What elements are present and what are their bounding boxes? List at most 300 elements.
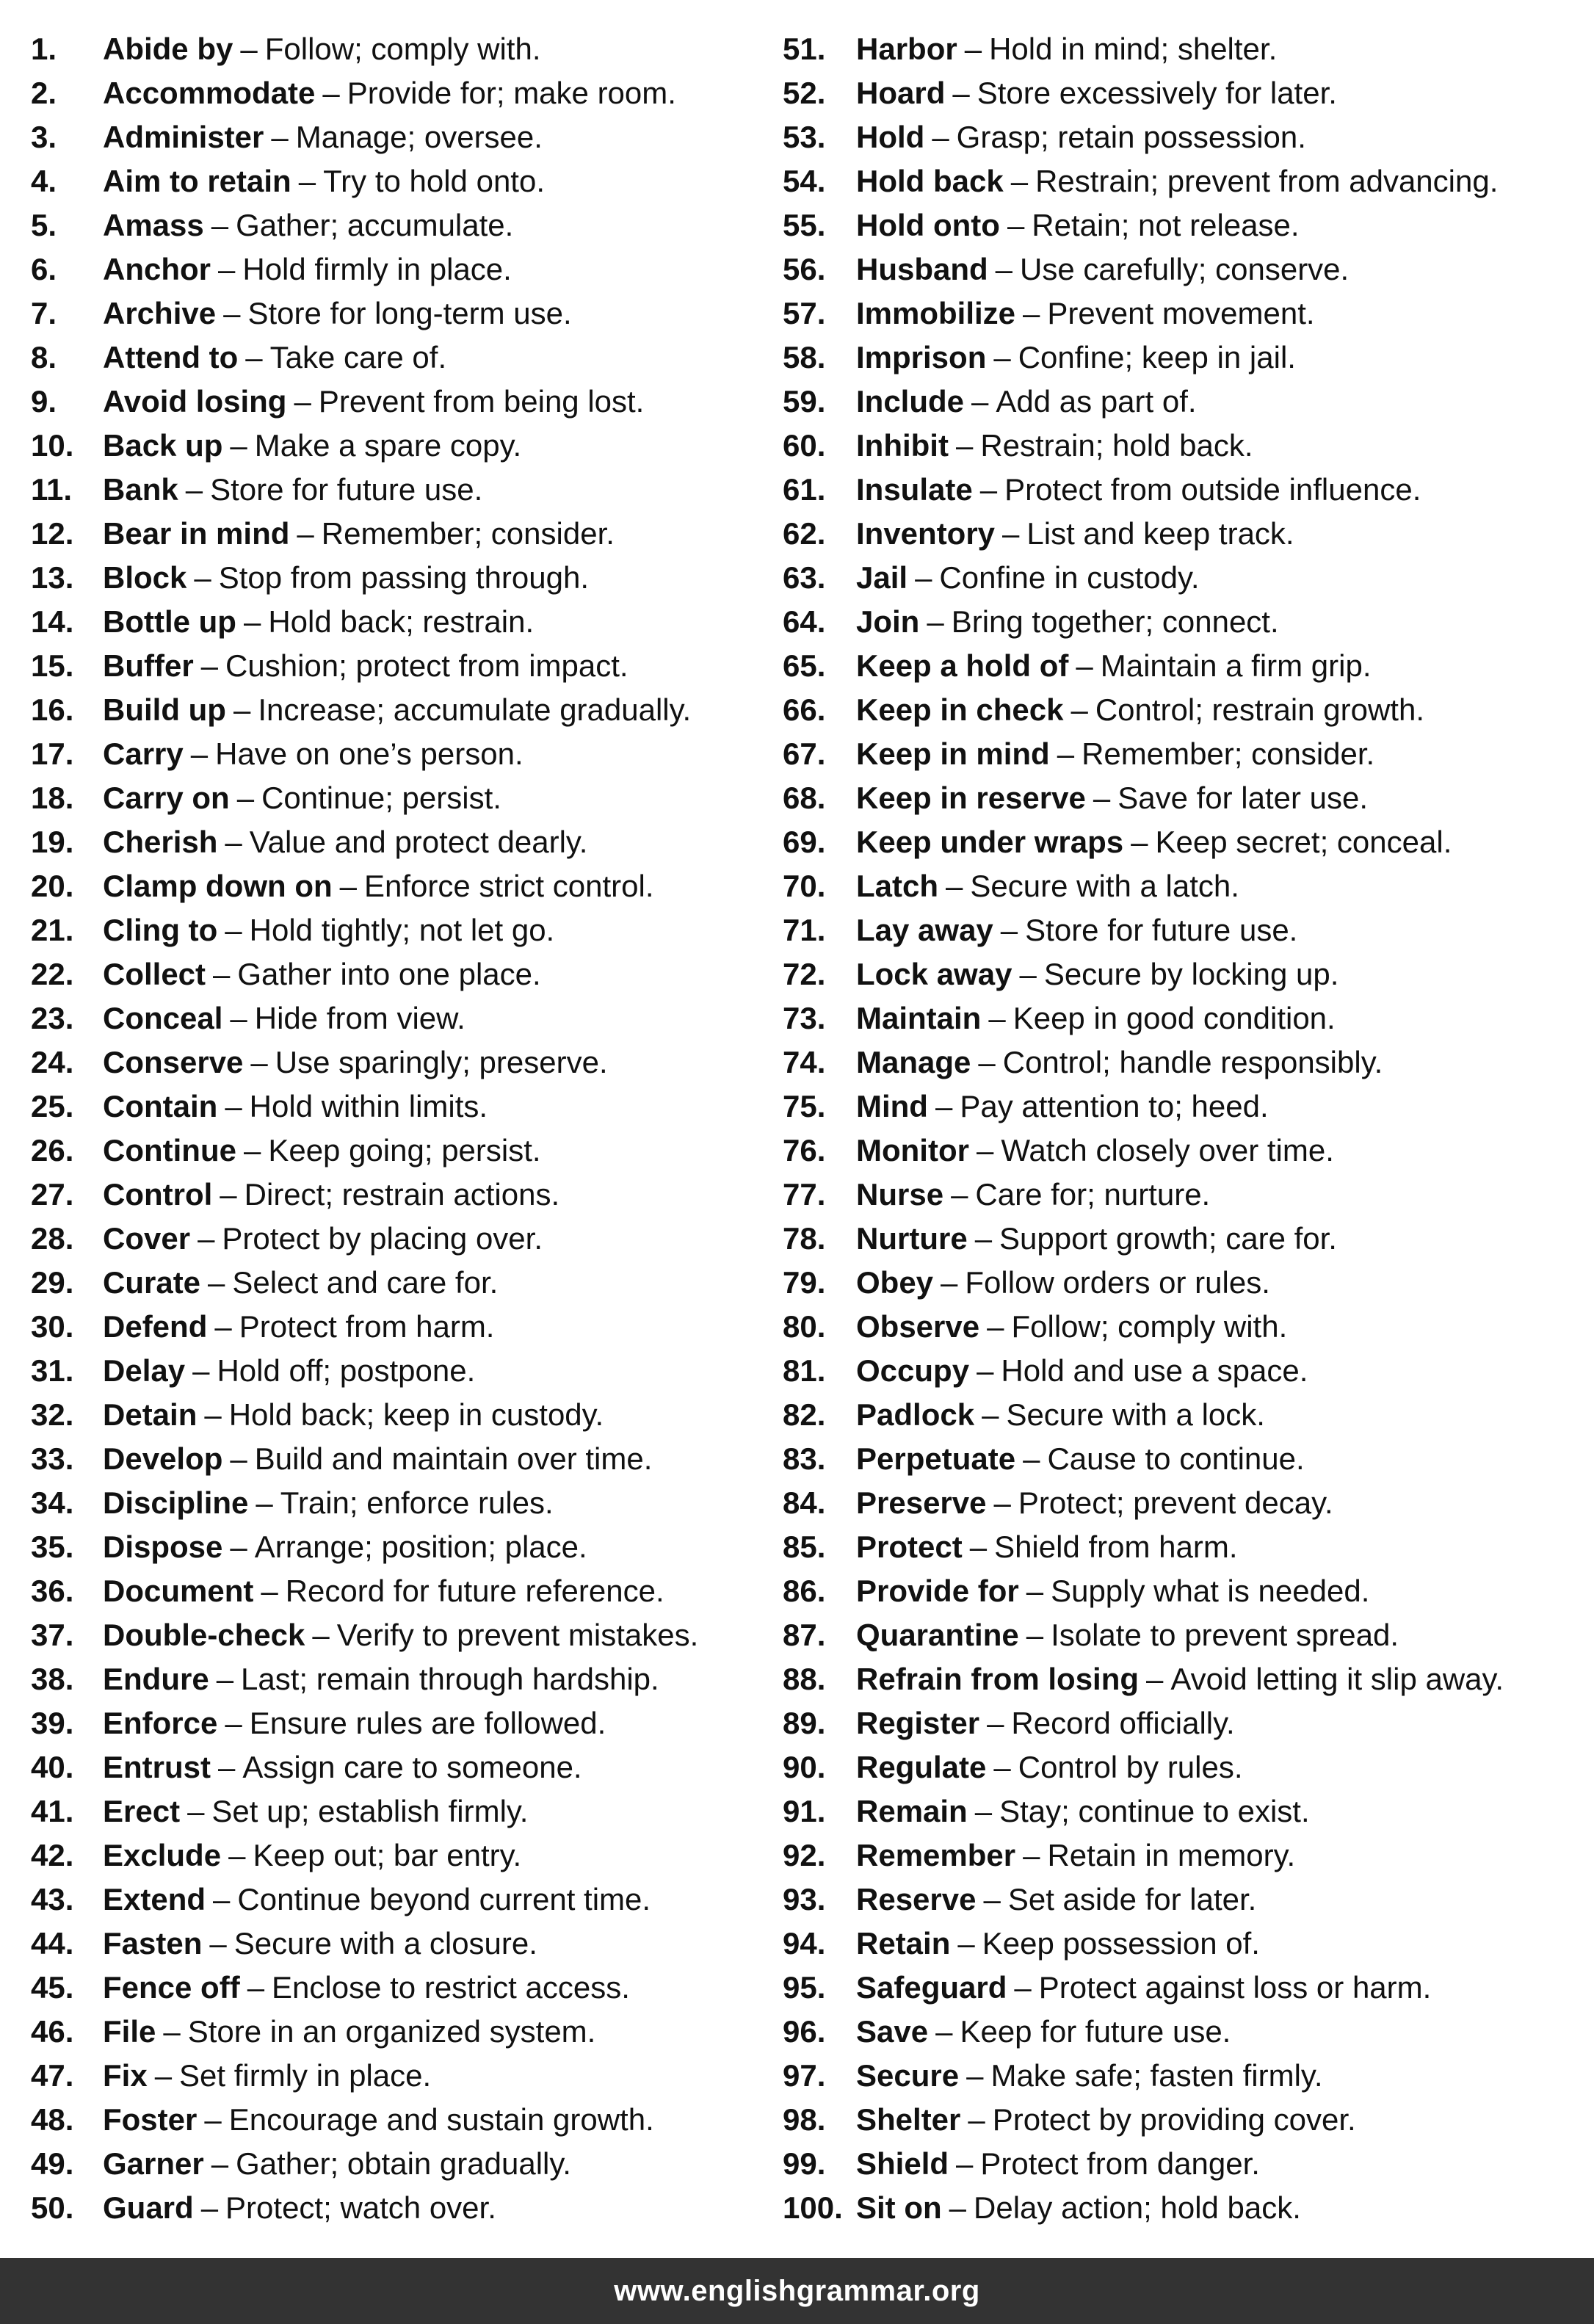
list-item	[783, 2098, 1583, 2142]
dash-separator: –	[971, 384, 989, 419]
item-term: Preserve	[856, 1485, 987, 1520]
dash-separator: –	[245, 340, 263, 374]
dash-separator: –	[952, 76, 970, 110]
dash-separator: –	[949, 2190, 967, 2225]
item-definition: Protect by providing cover.	[992, 2102, 1356, 2137]
item-number: 40.	[31, 1750, 74, 1784]
item-term: Contain	[103, 1089, 218, 1123]
item-definition: Secure with a lock.	[1006, 1397, 1265, 1432]
list-item	[31, 2186, 772, 2230]
item-number: 80.	[783, 1309, 826, 1344]
dash-separator: –	[204, 2102, 222, 2137]
item-term: Immobilize	[856, 296, 1016, 330]
item-term: Quarantine	[856, 1618, 1019, 1652]
list-item	[31, 732, 772, 776]
item-definition: Protect; prevent decay.	[1018, 1485, 1333, 1520]
item-definition: Store for future use.	[1025, 913, 1298, 947]
item-definition: Store for long-term use.	[247, 296, 572, 330]
item-number: 35.	[31, 1530, 74, 1564]
list-item	[31, 247, 772, 292]
item-definition: Stop from passing through.	[218, 560, 590, 595]
item-definition: Watch closely over time.	[1001, 1133, 1334, 1168]
dash-separator: –	[339, 869, 358, 903]
dash-separator: –	[200, 648, 219, 683]
item-term: Curate	[103, 1265, 201, 1300]
dash-separator: –	[204, 1397, 222, 1432]
item-definition: Shield from harm.	[994, 1530, 1238, 1564]
item-number: 32.	[31, 1397, 74, 1432]
list-item	[31, 380, 772, 424]
item-definition: Control; restrain growth.	[1095, 692, 1425, 727]
item-term: Perpetuate	[856, 1441, 1016, 1476]
item-number: 37.	[31, 1618, 74, 1652]
item-term: Hoard	[856, 76, 946, 110]
item-definition: Hide from view.	[254, 1001, 465, 1035]
list-item	[31, 1481, 772, 1525]
dash-separator: –	[1007, 208, 1025, 242]
item-definition: Gather into one place.	[237, 957, 541, 991]
item-number: 53.	[783, 120, 826, 154]
dash-separator: –	[993, 1485, 1011, 1520]
item-definition: Record for future reference.	[285, 1574, 664, 1608]
item-definition: Ensure rules are followed.	[249, 1706, 606, 1740]
item-term: Collect	[103, 957, 206, 991]
item-definition: Enforce strict control.	[364, 869, 654, 903]
item-term: Occupy	[856, 1353, 970, 1388]
item-definition: Delay action; hold back.	[974, 2190, 1301, 2225]
list-item	[31, 1349, 772, 1393]
item-term: Document	[103, 1574, 254, 1608]
item-term: Manage	[856, 1045, 971, 1079]
dash-separator: –	[228, 1838, 246, 1872]
list-item	[783, 1745, 1583, 1789]
dash-separator: –	[956, 2146, 974, 2181]
item-number: 34.	[31, 1485, 74, 1520]
list-item	[31, 1701, 772, 1745]
dash-separator: –	[200, 2190, 219, 2225]
item-number: 84.	[783, 1485, 826, 1520]
dash-separator: –	[198, 1221, 215, 1256]
list-item	[31, 1789, 772, 1834]
item-number: 82.	[783, 1397, 826, 1432]
list-item	[783, 644, 1583, 688]
list-item	[31, 27, 772, 71]
item-number: 87.	[783, 1618, 826, 1652]
item-number: 38.	[31, 1662, 74, 1696]
item-number: 23.	[31, 1001, 74, 1035]
dash-separator: –	[946, 869, 963, 903]
item-number: 78.	[783, 1221, 826, 1256]
item-definition: Keep possession of.	[982, 1926, 1260, 1961]
list-item	[31, 1085, 772, 1129]
item-term: Block	[103, 560, 187, 595]
item-term: Develop	[103, 1441, 223, 1476]
item-definition: Control by rules.	[1018, 1750, 1243, 1784]
list-item	[783, 1789, 1583, 1834]
item-number: 93.	[783, 1882, 826, 1916]
item-number: 97.	[783, 2058, 826, 2093]
dash-separator: –	[1023, 296, 1040, 330]
dash-separator: –	[208, 1265, 225, 1300]
item-definition: Supply what is needed.	[1051, 1574, 1370, 1608]
item-number: 47.	[31, 2058, 74, 2093]
item-definition: Set up; establish firmly.	[211, 1794, 529, 1828]
item-number: 9.	[31, 384, 57, 419]
item-definition: Secure with a closure.	[233, 1926, 537, 1961]
list-item	[783, 1525, 1583, 1569]
footer-bar	[0, 2258, 1594, 2324]
item-number: 31.	[31, 1353, 74, 1388]
list-item	[31, 2142, 772, 2186]
item-number: 62.	[783, 516, 826, 551]
list-item	[31, 1966, 772, 2010]
dash-separator: –	[1019, 957, 1037, 991]
item-definition: Prevent from being lost.	[318, 384, 645, 419]
list-item	[783, 1569, 1583, 1613]
list-item	[31, 203, 772, 247]
dash-separator: –	[298, 164, 316, 198]
item-definition: Hold in mind; shelter.	[989, 32, 1278, 66]
item-term: Remain	[856, 1794, 968, 1828]
item-number: 96.	[783, 2014, 826, 2049]
item-number: 28.	[31, 1221, 74, 1256]
item-term: Register	[856, 1706, 980, 1740]
dash-separator: –	[951, 1177, 968, 1212]
item-definition: Take care of.	[269, 340, 447, 374]
item-term: Protect	[856, 1530, 963, 1564]
list-item	[783, 864, 1583, 908]
item-term: Extend	[103, 1882, 206, 1916]
item-term: Aim to retain	[103, 164, 291, 198]
dash-separator: –	[256, 1485, 273, 1520]
dash-separator: –	[271, 120, 289, 154]
item-number: 29.	[31, 1265, 74, 1300]
item-number: 58.	[783, 340, 826, 374]
list-item	[31, 1173, 772, 1217]
item-number: 46.	[31, 2014, 74, 2049]
item-number: 54.	[783, 164, 826, 198]
item-number: 51.	[783, 32, 826, 66]
item-definition: Set firmly in place.	[179, 2058, 432, 2093]
item-term: Anchor	[103, 252, 211, 286]
dash-separator: –	[1057, 736, 1075, 771]
item-definition: Cause to continue.	[1047, 1441, 1305, 1476]
list-item	[31, 159, 772, 203]
item-number: 61.	[783, 472, 826, 507]
list-item	[783, 380, 1583, 424]
list-item	[783, 688, 1583, 732]
item-term: Cover	[103, 1221, 191, 1256]
item-definition: Gather; obtain gradually.	[236, 2146, 571, 2181]
item-number: 75.	[783, 1089, 826, 1123]
list-item	[31, 1305, 772, 1349]
dash-separator: –	[982, 1397, 999, 1432]
list-item	[31, 1129, 772, 1173]
item-definition: Have on one’s person.	[215, 736, 524, 771]
item-number: 67.	[783, 736, 826, 771]
item-number: 83.	[783, 1441, 826, 1476]
dash-separator: –	[969, 1530, 988, 1564]
list-item	[783, 1834, 1583, 1878]
item-definition: Direct; restrain actions.	[244, 1177, 560, 1212]
item-number: 14.	[31, 604, 74, 639]
dash-separator: –	[987, 1309, 1004, 1344]
list-item	[31, 1569, 772, 1613]
dash-separator: –	[1010, 164, 1029, 198]
item-definition: Make a spare copy.	[254, 428, 522, 463]
item-definition: Try to hold onto.	[323, 164, 545, 198]
list-item	[783, 2142, 1583, 2186]
dash-separator: –	[988, 1001, 1006, 1035]
item-definition: Manage; oversee.	[295, 120, 543, 154]
item-definition: Gather; accumulate.	[236, 208, 514, 242]
list-item	[783, 292, 1583, 336]
item-term: Cling to	[103, 913, 218, 947]
word-list-column-left	[31, 27, 772, 2230]
dash-separator: –	[218, 1750, 236, 1784]
dash-separator: –	[1093, 781, 1111, 815]
list-item	[783, 908, 1583, 952]
dash-separator: –	[261, 1574, 278, 1608]
dash-separator: –	[1076, 648, 1093, 683]
item-definition: Secure by locking up.	[1043, 957, 1339, 991]
list-item	[31, 2098, 772, 2142]
dash-separator: –	[1026, 1618, 1044, 1652]
item-definition: Record officially.	[1011, 1706, 1235, 1740]
item-definition: Follow; comply with.	[264, 32, 541, 66]
item-term: Reserve	[856, 1882, 977, 1916]
item-term: Keep in check	[856, 692, 1064, 727]
item-number: 42.	[31, 1838, 74, 1872]
item-definition: Hold within limits.	[249, 1089, 488, 1123]
item-number: 12.	[31, 516, 74, 551]
item-term: Garner	[103, 2146, 204, 2181]
dash-separator: –	[297, 516, 314, 551]
dash-separator: –	[1000, 913, 1018, 947]
item-term: Nurture	[856, 1221, 968, 1256]
list-item	[31, 468, 772, 512]
item-term: Provide for	[856, 1574, 1019, 1608]
dash-separator: –	[977, 1353, 994, 1388]
item-definition: Value and protect dearly.	[249, 825, 588, 859]
item-definition: Secure with a latch.	[970, 869, 1239, 903]
item-term: Retain	[856, 1926, 951, 1961]
dash-separator: –	[932, 120, 949, 154]
item-number: 43.	[31, 1882, 74, 1916]
item-term: Enforce	[103, 1706, 218, 1740]
item-term: Conceal	[103, 1001, 223, 1035]
list-item	[783, 1305, 1583, 1349]
item-term: Bear in mind	[103, 516, 290, 551]
item-number: 21.	[31, 913, 74, 947]
item-number: 1.	[31, 32, 57, 66]
item-definition: Protect against loss or harm.	[1038, 1970, 1432, 2005]
item-number: 20.	[31, 869, 74, 903]
item-term: Save	[856, 2014, 929, 2049]
item-number: 30.	[31, 1309, 74, 1344]
item-number: 90.	[783, 1750, 826, 1784]
item-number: 33.	[31, 1441, 74, 1476]
item-number: 85.	[783, 1530, 826, 1564]
list-item	[783, 1393, 1583, 1437]
list-item	[783, 468, 1583, 512]
dash-separator: –	[218, 252, 236, 286]
item-term: Secure	[856, 2058, 960, 2093]
list-item	[783, 115, 1583, 159]
item-number: 6.	[31, 252, 57, 286]
item-term: Obey	[856, 1265, 934, 1300]
list-item	[783, 247, 1583, 292]
list-item	[783, 1217, 1583, 1261]
list-item	[783, 1437, 1583, 1481]
dash-separator: –	[978, 1045, 996, 1079]
item-definition: Encourage and sustain growth.	[228, 2102, 654, 2137]
dash-separator: –	[1002, 516, 1020, 551]
item-number: 17.	[31, 736, 74, 771]
item-definition: Hold tightly; not let go.	[249, 913, 555, 947]
dash-separator: –	[993, 1750, 1011, 1784]
list-item	[783, 1173, 1583, 1217]
list-item	[783, 71, 1583, 115]
item-definition: Pay attention to; heed.	[960, 1089, 1269, 1123]
item-definition: Protect from outside influence.	[1004, 472, 1421, 507]
item-term: Keep under wraps	[856, 825, 1124, 859]
item-definition: Avoid letting it slip away.	[1170, 1662, 1504, 1696]
list-item	[783, 1481, 1583, 1525]
item-number: 8.	[31, 340, 57, 374]
item-term: Archive	[103, 296, 217, 330]
item-term: Accommodate	[103, 76, 316, 110]
item-term: Detain	[103, 1397, 198, 1432]
list-item	[783, 996, 1583, 1040]
list-item	[783, 2186, 1583, 2230]
dash-separator: –	[955, 428, 974, 463]
item-definition: Protect; watch over.	[225, 2190, 496, 2225]
list-item	[783, 2054, 1583, 2098]
item-term: Jail	[856, 560, 908, 595]
dash-separator: –	[935, 1089, 953, 1123]
dash-separator: –	[230, 1530, 247, 1564]
item-number: 11.	[31, 472, 73, 507]
item-definition: Bring together; connect.	[951, 604, 1279, 639]
item-number: 16.	[31, 692, 74, 727]
footer-website-link[interactable]: www.englishgrammar.org	[614, 2274, 980, 2307]
item-definition: Store excessively for later.	[977, 76, 1337, 110]
dash-separator: –	[230, 428, 247, 463]
item-number: 89.	[783, 1706, 826, 1740]
list-item	[31, 1657, 772, 1701]
item-term: Inhibit	[856, 428, 949, 463]
item-number: 36.	[31, 1574, 74, 1608]
dash-separator: –	[983, 1882, 1001, 1916]
item-number: 22.	[31, 957, 74, 991]
item-definition: Restrain; hold back.	[980, 428, 1253, 463]
dash-separator: –	[192, 1353, 210, 1388]
dash-separator: –	[1070, 692, 1088, 727]
item-definition: Isolate to prevent spread.	[1051, 1618, 1399, 1652]
item-term: Safeguard	[856, 1970, 1007, 2005]
item-term: Entrust	[103, 1750, 211, 1784]
item-term: Erect	[103, 1794, 181, 1828]
item-definition: Retain in memory.	[1047, 1838, 1296, 1872]
item-term: Amass	[103, 208, 204, 242]
list-item	[783, 1922, 1583, 1966]
dash-separator: –	[211, 208, 229, 242]
item-definition: Maintain a firm grip.	[1100, 648, 1372, 683]
item-number: 81.	[783, 1353, 826, 1388]
item-number: 52.	[783, 76, 826, 110]
item-term: Discipline	[103, 1485, 249, 1520]
item-definition: Increase; accumulate gradually.	[258, 692, 692, 727]
item-term: Fence off	[103, 1970, 240, 2005]
item-definition: Set aside for later.	[1007, 1882, 1257, 1916]
item-number: 55.	[783, 208, 826, 242]
list-item	[783, 1085, 1583, 1129]
item-number: 13.	[31, 560, 74, 595]
item-definition: Select and care for.	[232, 1265, 499, 1300]
item-definition: Care for; nurture.	[975, 1177, 1211, 1212]
item-number: 99.	[783, 2146, 826, 2181]
list-item	[31, 512, 772, 556]
item-definition: Control; handle responsibly.	[1002, 1045, 1383, 1079]
item-term: Hold	[856, 120, 925, 154]
list-item	[783, 1657, 1583, 1701]
item-definition: Keep going; persist.	[268, 1133, 541, 1168]
item-definition: Build and maintain over time.	[254, 1441, 653, 1476]
item-term: Delay	[103, 1353, 186, 1388]
item-term: Carry	[103, 736, 184, 771]
item-term: Foster	[103, 2102, 198, 2137]
dash-separator: –	[957, 1926, 975, 1961]
item-number: 98.	[783, 2102, 826, 2137]
item-number: 72.	[783, 957, 826, 991]
dash-separator: –	[220, 1177, 237, 1212]
dash-separator: –	[935, 2014, 953, 2049]
dash-separator: –	[974, 1794, 993, 1828]
item-term: Nurse	[856, 1177, 944, 1212]
item-definition: Hold back; restrain.	[268, 604, 535, 639]
list-item	[783, 1040, 1583, 1085]
item-definition: Follow orders or rules.	[965, 1265, 1270, 1300]
dash-separator: –	[240, 32, 258, 66]
item-definition: Save for later use.	[1117, 781, 1369, 815]
item-number: 74.	[783, 1045, 826, 1079]
item-number: 65.	[783, 648, 826, 683]
item-definition: Retain; not release.	[1032, 208, 1300, 242]
item-definition: Follow; comply with.	[1011, 1309, 1288, 1344]
dash-separator: –	[968, 2102, 985, 2137]
dash-separator: –	[995, 252, 1013, 286]
item-definition: Provide for; make room.	[347, 76, 676, 110]
dash-separator: –	[966, 2058, 984, 2093]
item-term: File	[103, 2014, 156, 2049]
list-item	[31, 1613, 772, 1657]
item-term: Fasten	[103, 1926, 203, 1961]
dash-separator: –	[250, 1045, 268, 1079]
item-term: Latch	[856, 869, 939, 903]
list-item	[31, 71, 772, 115]
list-item	[31, 2010, 772, 2054]
item-term: Control	[103, 1177, 213, 1212]
item-number: 86.	[783, 1574, 826, 1608]
item-number: 77.	[783, 1177, 826, 1212]
list-item	[31, 556, 772, 600]
item-definition: Keep out; bar entry.	[253, 1838, 522, 1872]
item-definition: Arrange; position; place.	[254, 1530, 587, 1564]
item-term: Endure	[103, 1662, 209, 1696]
item-term: Include	[856, 384, 965, 419]
list-item	[31, 1834, 772, 1878]
